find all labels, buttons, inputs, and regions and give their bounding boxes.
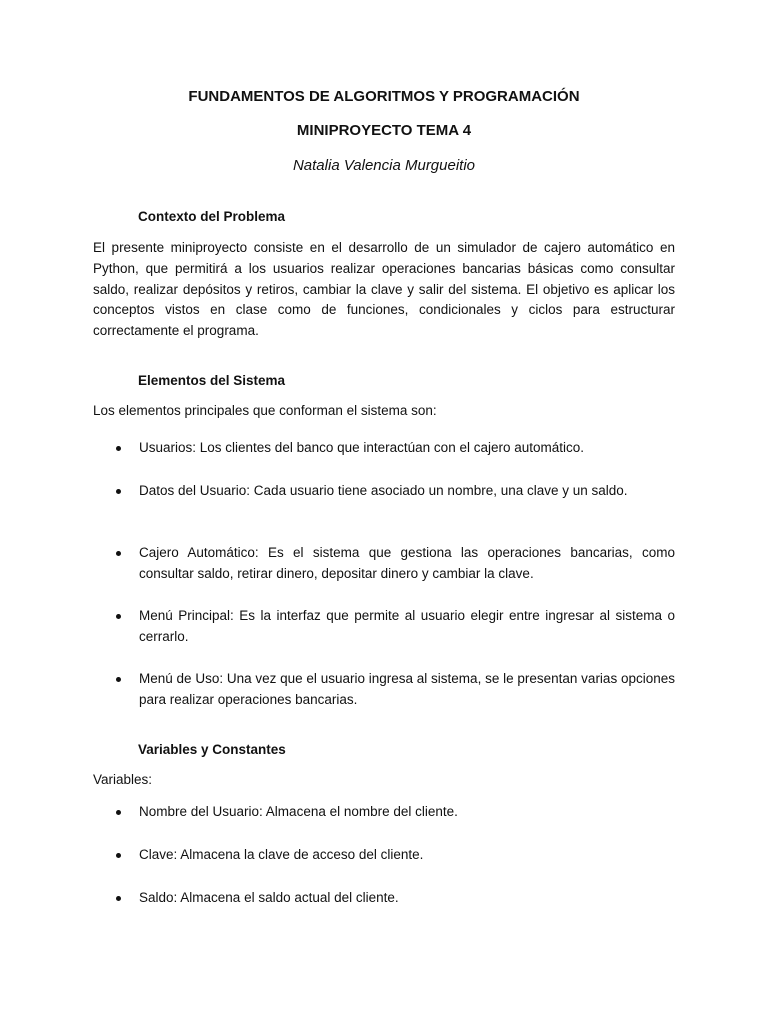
heading-contexto: Contexto del Problema — [138, 209, 286, 224]
list-item-text: Nombre del Usuario: Almacena el nombre del cliente. — [139, 804, 458, 819]
list-item — [93, 802, 675, 823]
bullet-icon — [116, 677, 121, 682]
heading-elementos: Elementos del Sistema — [138, 373, 286, 388]
list-item-text: Datos del Usuario: Cada usuario tiene asociado un nombre, una clave y un saldo. — [139, 483, 628, 498]
document-title: FUNDAMENTOS DE ALGORITMOS Y PROGRAMACIÓN — [188, 88, 580, 105]
list-item-text: Menú de Uso: Una vez que el usuario ingresa al sistema, se le presentan varias opciones para realizar operaciones bancarias. — [139, 671, 675, 707]
list-item-text: Menú Principal: Es la interfaz que permite al usuario elegir entre ingresar al sistema o cerrarlo. — [139, 608, 675, 644]
document-author: Natalia Valencia Murgueitio — [292, 157, 476, 174]
list-item-text: Saldo: Almacena el saldo actual del cliente. — [139, 890, 399, 905]
list-item — [93, 543, 675, 585]
intro-variables: Variables: — [93, 772, 153, 787]
document-subtitle: MINIPROYECTO TEMA 4 — [296, 122, 472, 139]
list-item-text: Usuarios: Los clientes del banco que interactúan con el cajero automático. — [139, 440, 585, 455]
bullet-icon — [116, 551, 121, 556]
bullet-icon — [116, 614, 121, 619]
bullet-icon — [116, 446, 121, 451]
list-item-text: Cajero Automático: Es el sistema que gestiona las operaciones bancarias, como consultar saldo, retirar dinero, depositar dinero y cambiar la clave. — [139, 545, 675, 581]
list-item — [93, 845, 675, 866]
bullet-icon — [116, 896, 121, 901]
list-item — [93, 438, 675, 459]
intro-elementos: Los elementos principales que conforman el sistema son: — [93, 403, 437, 418]
bullet-icon — [116, 489, 121, 494]
bullet-icon — [116, 853, 121, 858]
list-item — [93, 669, 675, 711]
paragraph-contexto: El presente miniproyecto consiste en el desarrollo de un simulador de cajero automático en Python, que permitirá a los usuarios realizar operaciones bancarias básicas como consultar saldo, realizar depósitos y retiros, cambiar la clave y salir del sistema. El objetivo es aplicar los conceptos vistos en clase como de funciones, condicionales y ciclos para estructurar correctamente el programa. — [93, 240, 675, 339]
list-item-text: Clave: Almacena la clave de acceso del cliente. — [139, 847, 424, 862]
bullet-icon — [116, 810, 121, 815]
heading-variables: Variables y Constantes — [138, 742, 286, 757]
list-item — [93, 481, 675, 502]
list-item — [93, 606, 675, 648]
list-item — [93, 888, 675, 909]
